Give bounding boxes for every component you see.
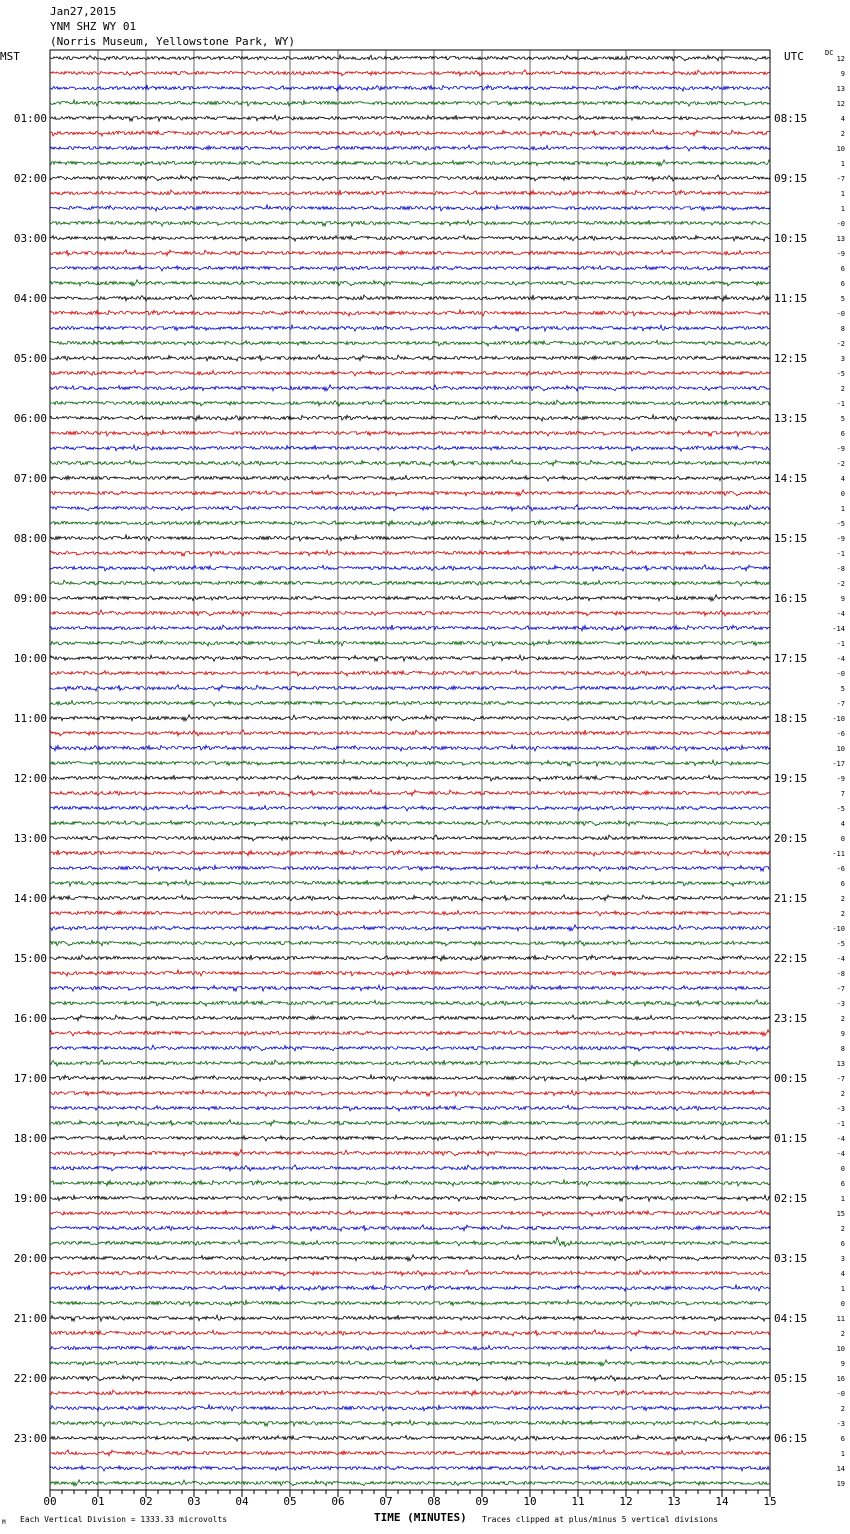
- dc-offset-1: 9: [840, 70, 845, 78]
- x-tick-label-10: 10: [523, 1495, 537, 1508]
- dc-offset-69: 2: [840, 1090, 845, 1098]
- dc-offset-20: 3: [840, 355, 845, 363]
- dc-offset-85: 2: [840, 1330, 845, 1338]
- trace-5: [50, 130, 770, 136]
- trace-9: [50, 190, 770, 196]
- utc-label-0115: 01:15: [774, 1132, 808, 1145]
- dc-offset-60: -4: [836, 955, 845, 963]
- trace-21: [50, 370, 770, 376]
- x-tick-label-12: 12: [619, 1495, 633, 1508]
- trace-69: [50, 1090, 770, 1096]
- trace-59: [50, 940, 770, 946]
- utc-label-0015: 00:15: [774, 1072, 808, 1085]
- mst-label-0200: 02:00: [13, 172, 47, 185]
- dc-offset-36: 9: [840, 595, 845, 603]
- x-tick-label-15: 15: [763, 1495, 777, 1508]
- trace-77: [50, 1210, 770, 1216]
- mst-label-0600: 06:00: [13, 412, 47, 425]
- trace-90: [50, 1405, 770, 1411]
- trace-92: [50, 1435, 770, 1441]
- dc-offset-16: 5: [840, 295, 845, 303]
- dc-offset-49: 7: [840, 790, 845, 798]
- mst-label-1400: 14:00: [13, 892, 47, 905]
- mst-hour-labels: [14, 112, 47, 1445]
- dc-offset-44: -10: [832, 715, 845, 723]
- station-location: (Norris Museum, Yellowstone Park, WY): [50, 35, 296, 48]
- dc-offset-77: 15: [836, 1210, 845, 1218]
- mst-label-0100: 01:00: [13, 112, 47, 125]
- mst-label-1600: 16:00: [13, 1012, 47, 1025]
- mst-label-1200: 12:00: [13, 772, 47, 785]
- mst-label-0400: 04:00: [13, 292, 47, 305]
- utc-label-2315: 23:15: [774, 1012, 808, 1025]
- dc-offset-94: 14: [836, 1465, 845, 1473]
- trace-80: [50, 1255, 770, 1261]
- dc-offset-8: -7: [836, 175, 845, 183]
- dc-offset-31: -5: [836, 520, 845, 528]
- trace-81: [50, 1270, 770, 1276]
- trace-28: [50, 475, 770, 481]
- trace-76: [50, 1195, 770, 1201]
- corner-mark: M: [2, 1519, 6, 1526]
- trace-3: [50, 100, 770, 106]
- dc-offset-37: -4: [836, 610, 845, 618]
- dc-offset-43: -7: [836, 700, 845, 708]
- station-code: YNM SHZ WY 01: [50, 20, 137, 33]
- trace-65: [50, 1030, 770, 1036]
- dc-offset-59: -5: [836, 940, 845, 948]
- dc-offset-71: -1: [836, 1120, 845, 1128]
- dc-offset-15: 6: [840, 280, 845, 288]
- trace-94: [50, 1466, 770, 1471]
- trace-49: [50, 790, 770, 796]
- trace-37: [50, 610, 770, 616]
- x-tick-label-03: 03: [187, 1495, 201, 1508]
- mst-label-2200: 22:00: [13, 1372, 47, 1385]
- mst-label-1300: 13:00: [13, 832, 47, 845]
- trace-15: [50, 280, 770, 286]
- trace-42: [50, 685, 770, 691]
- dc-offset-93: 1: [840, 1450, 845, 1458]
- utc-label-1515: 15:15: [774, 532, 808, 545]
- x-tick-label-05: 05: [283, 1495, 297, 1508]
- dc-offset-50: -5: [836, 805, 845, 813]
- trace-0: [50, 55, 770, 61]
- trace-34: [50, 565, 770, 571]
- dc-offset-2: 13: [836, 85, 845, 93]
- mst-label-0300: 03:00: [13, 232, 47, 245]
- trace-53: [50, 850, 770, 856]
- x-tick-label-13: 13: [667, 1495, 681, 1508]
- plot-date: Jan27,2015: [50, 5, 117, 18]
- dc-offset-56: 2: [840, 895, 845, 903]
- trace-52: [50, 835, 770, 841]
- dc-offset-6: 10: [836, 145, 845, 153]
- trace-11: [50, 220, 770, 226]
- utc-label-0515: 05:15: [774, 1372, 808, 1385]
- trace-38: [50, 625, 770, 631]
- trace-47: [50, 760, 770, 766]
- dc-offset-62: -7: [836, 985, 845, 993]
- dc-offset-95: 19: [836, 1480, 845, 1488]
- trace-30: [50, 505, 770, 511]
- trace-36: [50, 595, 770, 601]
- dc-offset-22: 2: [840, 385, 845, 393]
- trace-75: [50, 1180, 770, 1186]
- trace-91: [50, 1420, 770, 1426]
- trace-33: [50, 550, 770, 556]
- x-tick-label-08: 08: [427, 1495, 441, 1508]
- dc-offset-0: 12: [836, 55, 845, 63]
- mst-label-2000: 20:00: [13, 1252, 47, 1265]
- trace-56: [50, 895, 770, 901]
- utc-hour-labels: [774, 112, 807, 1445]
- dc-offset-14: 6: [840, 265, 845, 273]
- mst-label-1500: 15:00: [13, 952, 47, 965]
- mst-label-1100: 11:00: [13, 712, 47, 725]
- x-axis: [43, 1490, 776, 1508]
- trace-25: [50, 430, 770, 436]
- dc-offset-47: -17: [832, 760, 845, 768]
- dc-offset-45: -6: [836, 730, 845, 738]
- trace-82: [50, 1285, 770, 1291]
- utc-label-1315: 13:15: [774, 412, 808, 425]
- trace-13: [50, 250, 770, 256]
- dc-offset-74: 0: [840, 1165, 845, 1173]
- x-axis-title: TIME (MINUTES): [374, 1511, 467, 1524]
- dc-offset-58: -10: [832, 925, 845, 933]
- dc-offset-76: 1: [840, 1195, 845, 1203]
- dc-offset-80: 3: [840, 1255, 845, 1263]
- dc-offset-54: -6: [836, 865, 845, 873]
- dc-offset-40: -4: [836, 655, 845, 663]
- trace-66: [50, 1045, 770, 1051]
- dc-offset-63: -3: [836, 1000, 845, 1008]
- utc-label-1415: 14:15: [774, 472, 808, 485]
- trace-57: [50, 910, 770, 916]
- trace-93: [50, 1450, 770, 1456]
- dc-offset-57: 2: [840, 910, 845, 918]
- utc-label-1115: 11:15: [774, 292, 808, 305]
- utc-label-0415: 04:15: [774, 1312, 808, 1325]
- trace-61: [50, 970, 770, 976]
- utc-label-2215: 22:15: [774, 952, 808, 965]
- trace-45: [50, 730, 770, 736]
- trace-78: [50, 1225, 770, 1231]
- x-tick-label-04: 04: [235, 1495, 249, 1508]
- trace-54: [50, 865, 770, 871]
- dc-offset-65: 9: [840, 1030, 845, 1038]
- trace-85: [50, 1330, 770, 1336]
- dc-offset-91: -3: [836, 1420, 845, 1428]
- utc-label-0915: 09:15: [774, 172, 808, 185]
- utc-label-1615: 16:15: [774, 592, 808, 605]
- dc-offset-41: -0: [836, 670, 845, 678]
- dc-offset-9: 1: [840, 190, 845, 198]
- dc-offset-67: 13: [836, 1060, 845, 1068]
- trace-79: [50, 1237, 770, 1246]
- trace-44: [50, 715, 770, 721]
- utc-label-0815: 08:15: [774, 112, 808, 125]
- dc-offset-61: -8: [836, 970, 845, 978]
- utc-label-1815: 18:15: [774, 712, 808, 725]
- trace-26: [50, 445, 770, 451]
- utc-label-0315: 03:15: [774, 1252, 808, 1265]
- dc-offset-86: 10: [836, 1345, 845, 1353]
- trace-14: [50, 266, 770, 271]
- trace-32: [50, 535, 770, 541]
- dc-offset-42: 5: [840, 685, 845, 693]
- dc-offset-46: 10: [836, 745, 845, 753]
- dc-offset-64: 2: [840, 1015, 845, 1023]
- trace-35: [50, 580, 770, 586]
- utc-label-1715: 17:15: [774, 652, 808, 665]
- utc-label-0615: 06:15: [774, 1432, 808, 1445]
- x-tick-label-02: 02: [139, 1495, 153, 1508]
- dc-offset-51: 4: [840, 820, 845, 828]
- trace-20: [50, 355, 770, 361]
- dc-offset-39: -1: [836, 640, 845, 648]
- mst-label-1000: 10:00: [13, 652, 47, 665]
- mst-label-1700: 17:00: [13, 1072, 47, 1085]
- dc-offset-53: -11: [832, 850, 845, 858]
- trace-64: [50, 1015, 770, 1021]
- mst-label-2100: 21:00: [13, 1312, 47, 1325]
- trace-8: [50, 175, 770, 181]
- trace-4: [50, 115, 770, 121]
- dc-offset-33: -1: [836, 550, 845, 558]
- dc-offset-92: 6: [840, 1435, 845, 1443]
- dc-offset-89: -0: [836, 1390, 845, 1398]
- dc-offset-38: -14: [832, 625, 845, 633]
- dc-offset-25: 6: [840, 430, 845, 438]
- trace-73: [50, 1150, 770, 1156]
- trace-84: [50, 1315, 770, 1321]
- dc-offset-11: -0: [836, 220, 845, 228]
- dc-offset-90: 2: [840, 1405, 845, 1413]
- trace-70: [50, 1105, 770, 1111]
- dc-offset-52: 0: [840, 835, 845, 843]
- dc-offset-18: 8: [840, 325, 845, 333]
- utc-label-2115: 21:15: [774, 892, 808, 905]
- seismogram-traces: [50, 55, 770, 1486]
- dc-offset-7: 1: [840, 160, 845, 168]
- trace-31: [50, 520, 770, 526]
- clipping-note: Traces clipped at plus/minus 5 vertical divisions: [482, 1515, 719, 1524]
- trace-39: [50, 640, 770, 646]
- utc-label-1015: 10:15: [774, 232, 808, 245]
- trace-72: [50, 1136, 770, 1141]
- utc-label-1915: 19:15: [774, 772, 808, 785]
- mst-timezone-label: MST: [0, 50, 20, 63]
- trace-2: [50, 85, 770, 91]
- x-tick-label-06: 06: [331, 1495, 345, 1508]
- trace-63: [50, 1000, 770, 1006]
- dc-offset-68: -7: [836, 1075, 845, 1083]
- trace-43: [50, 701, 770, 706]
- dc-offset-70: -3: [836, 1105, 845, 1113]
- dc-offset-82: 1: [840, 1285, 845, 1293]
- dc-offset-79: 6: [840, 1240, 845, 1248]
- trace-55: [50, 880, 770, 886]
- mst-label-2300: 23:00: [13, 1432, 47, 1445]
- utc-label-2015: 20:15: [774, 832, 808, 845]
- utc-timezone-label: UTC: [784, 50, 804, 63]
- trace-27: [50, 460, 770, 466]
- trace-89: [50, 1390, 770, 1396]
- trace-18: [50, 325, 770, 331]
- trace-87: [50, 1360, 770, 1366]
- trace-19: [50, 340, 770, 346]
- dc-offset-78: 2: [840, 1225, 845, 1233]
- trace-24: [50, 415, 770, 421]
- dc-offset-12: 13: [836, 235, 845, 243]
- dc-offset-48: -9: [836, 775, 845, 783]
- vertical-division-note: Each Vertical Division = 1333.33 microvolts: [20, 1515, 228, 1524]
- trace-51: [50, 820, 770, 826]
- dc-offset-84: 11: [836, 1315, 845, 1323]
- dc-offset-72: -4: [836, 1135, 845, 1143]
- dc-offset-27: -2: [836, 460, 845, 468]
- trace-41: [50, 670, 770, 676]
- dc-offset-header: DC: [825, 49, 834, 57]
- trace-6: [50, 145, 770, 151]
- dc-offset-26: -9: [836, 445, 845, 453]
- dc-offset-87: 9: [840, 1360, 845, 1368]
- trace-60: [50, 955, 770, 961]
- utc-label-0215: 02:15: [774, 1192, 808, 1205]
- dc-offset-21: -5: [836, 370, 845, 378]
- dc-offset-35: -2: [836, 580, 845, 588]
- dc-offset-4: 4: [840, 115, 845, 123]
- dc-offset-labels: [832, 55, 845, 1488]
- trace-88: [50, 1375, 770, 1381]
- trace-1: [50, 70, 770, 76]
- trace-7: [50, 160, 770, 166]
- mst-label-0500: 05:00: [13, 352, 47, 365]
- dc-offset-24: 5: [840, 415, 845, 423]
- mst-label-0900: 09:00: [13, 592, 47, 605]
- dc-offset-3: 12: [836, 100, 845, 108]
- dc-offset-75: 6: [840, 1180, 845, 1188]
- dc-offset-32: -9: [836, 535, 845, 543]
- trace-10: [50, 205, 770, 211]
- trace-74: [50, 1165, 770, 1171]
- trace-16: [50, 295, 770, 301]
- utc-label-1215: 12:15: [774, 352, 808, 365]
- dc-offset-55: 6: [840, 880, 845, 888]
- dc-offset-73: -4: [836, 1150, 845, 1158]
- mst-label-1900: 19:00: [13, 1192, 47, 1205]
- trace-50: [50, 805, 770, 811]
- trace-58: [50, 925, 770, 931]
- dc-offset-81: 4: [840, 1270, 845, 1278]
- x-tick-label-14: 14: [715, 1495, 729, 1508]
- x-tick-label-00: 00: [43, 1495, 57, 1508]
- mst-label-1800: 18:00: [13, 1132, 47, 1145]
- mst-label-0700: 07:00: [13, 472, 47, 485]
- trace-67: [50, 1060, 770, 1066]
- dc-offset-34: -8: [836, 565, 845, 573]
- dc-offset-30: 1: [840, 505, 845, 513]
- dc-offset-88: 16: [836, 1375, 845, 1383]
- dc-offset-13: -9: [836, 250, 845, 258]
- dc-offset-28: 4: [840, 475, 845, 483]
- dc-offset-23: -1: [836, 400, 845, 408]
- dc-offset-17: -0: [836, 310, 845, 318]
- trace-22: [50, 385, 770, 391]
- trace-83: [50, 1300, 770, 1306]
- x-tick-label-07: 07: [379, 1495, 393, 1508]
- trace-68: [50, 1075, 770, 1081]
- trace-17: [50, 310, 770, 316]
- trace-29: [50, 490, 770, 496]
- dc-offset-10: 1: [840, 205, 845, 213]
- trace-95: [50, 1480, 770, 1486]
- x-tick-label-11: 11: [571, 1495, 585, 1508]
- x-tick-label-01: 01: [91, 1495, 105, 1508]
- trace-48: [50, 775, 770, 781]
- dc-offset-29: 0: [840, 490, 845, 498]
- trace-86: [50, 1345, 770, 1351]
- trace-40: [50, 655, 770, 661]
- trace-62: [50, 985, 770, 991]
- trace-46: [50, 745, 770, 751]
- x-tick-label-09: 09: [475, 1495, 489, 1508]
- dc-offset-83: 0: [840, 1300, 845, 1308]
- trace-23: [50, 400, 770, 406]
- trace-71: [50, 1120, 770, 1126]
- mst-label-0800: 08:00: [13, 532, 47, 545]
- dc-offset-66: 8: [840, 1045, 845, 1053]
- dc-offset-5: 2: [840, 130, 845, 138]
- trace-12: [50, 235, 770, 241]
- dc-offset-19: -2: [836, 340, 845, 348]
